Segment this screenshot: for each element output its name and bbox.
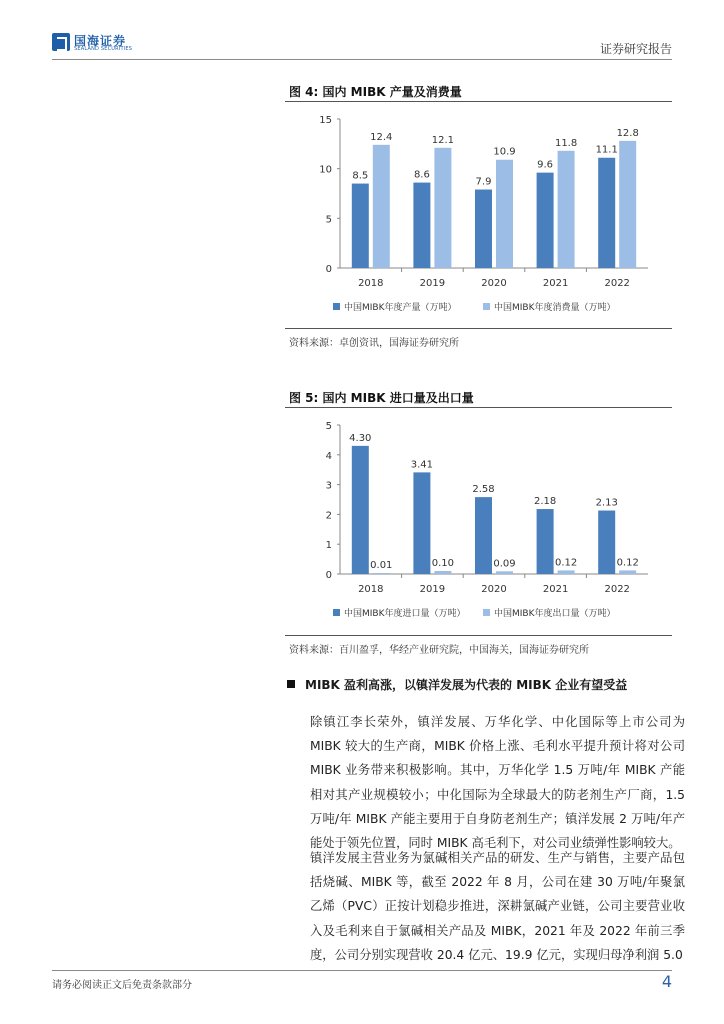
paragraph-2: 镇洋发展主营业务为氯碱相关产品的研发、生产与销售，主要产品包括烧碱、MIBK 等，截至 2022 年 8 月，公司在建 30 万吨/年聚氯乙烯（PVC）正按计划稳步推进，深耕氯碱产业链，公司主要营业收入及毛利来自于氯碱相关产品及 MIBK，2021 年及 2022 年前三季度，公司分别实现营收 20.4 亿元、19.9 亿元，实现归母净利润 5.0 xyxy=(310,851,685,962)
data-label: 0.10 xyxy=(431,558,455,570)
data-label: 12.1 xyxy=(431,134,455,146)
x-tick-label: 2020 xyxy=(481,278,507,289)
bar-series1 xyxy=(537,509,554,574)
x-tick-label: 2018 xyxy=(358,584,384,595)
x-tick-label: 2019 xyxy=(419,278,446,289)
figure5-source: 资料来源：百川盈孚，华经产业研究院，中国海关，国海证券研究所 xyxy=(289,645,589,656)
data-label: 11.1 xyxy=(595,144,618,156)
data-label: 0.12 xyxy=(554,557,578,569)
y-tick-label: 5 xyxy=(325,214,332,226)
bar-series1 xyxy=(413,472,430,574)
y-tick-label: 10 xyxy=(319,164,332,176)
header-divider xyxy=(52,59,672,60)
bar-series1 xyxy=(352,184,369,268)
figure4-chart xyxy=(285,104,672,326)
data-label: 7.9 xyxy=(475,176,492,188)
x-tick-label: 2021 xyxy=(542,584,569,595)
logo-cn-text: 国海证券 xyxy=(74,34,127,48)
data-label: 0.09 xyxy=(493,558,516,570)
legend-swatch xyxy=(483,303,490,310)
bar-series2 xyxy=(496,571,513,574)
data-label: 11.8 xyxy=(554,137,578,149)
legend-label: 中国MIBK年度进口量（万吨） xyxy=(344,609,466,619)
logo-en-text: SEALAND SECURITIES xyxy=(74,46,133,52)
data-label: 0.01 xyxy=(370,560,393,571)
page-number: 4 xyxy=(661,972,672,991)
legend-swatch xyxy=(333,303,340,310)
bar-series1 xyxy=(413,183,430,268)
y-tick-label: 3 xyxy=(325,480,332,492)
company-logo xyxy=(52,33,140,53)
data-label: 12.8 xyxy=(616,127,639,139)
logo-mark-icon xyxy=(52,33,70,51)
x-tick-label: 2019 xyxy=(419,584,446,595)
bar-series2 xyxy=(496,160,513,268)
bar-series1 xyxy=(352,446,369,574)
bar-series1 xyxy=(537,173,554,268)
legend-label: 中国MIBK年度产量（万吨） xyxy=(344,303,457,313)
y-tick-label: 0 xyxy=(325,570,332,581)
bar-series1 xyxy=(598,511,615,574)
bar-series1 xyxy=(475,190,492,268)
bar-series1 xyxy=(598,158,615,268)
data-label: 9.6 xyxy=(537,159,554,171)
section-heading-text: MIBK 盈利高涨，以镇洋发展为代表的 MIBK 企业有望受益 xyxy=(305,678,628,692)
bullet-square-icon xyxy=(287,680,295,688)
bar-series2 xyxy=(373,145,390,268)
figure5-bottom-rule xyxy=(285,635,672,636)
bar-series2 xyxy=(558,151,575,268)
data-label: 2.58 xyxy=(472,484,495,496)
legend-label: 中国MIBK年度出口量（万吨） xyxy=(494,609,616,619)
data-label: 10.9 xyxy=(493,146,516,158)
y-tick-label: 5 xyxy=(325,421,332,432)
y-tick-label: 0 xyxy=(325,264,332,275)
figure4-top-rule xyxy=(285,101,672,102)
bar-series2 xyxy=(619,570,636,574)
figure5-title: 图 5: 国内 MIBK 进口量及出口量 xyxy=(289,391,474,405)
data-label: 12.4 xyxy=(370,131,393,143)
figure5-chart xyxy=(285,410,672,632)
figure4-source: 资料来源：卓创资讯，国海证券研究所 xyxy=(289,338,459,349)
y-tick-label: 15 xyxy=(319,115,332,126)
legend-label: 中国MIBK年度消费量（万吨） xyxy=(494,303,616,313)
bar-series2 xyxy=(373,573,390,574)
y-tick-label: 2 xyxy=(325,510,332,522)
x-tick-label: 2022 xyxy=(604,278,630,289)
data-label: 3.41 xyxy=(410,459,434,471)
bar-series2 xyxy=(619,141,636,268)
data-label: 2.13 xyxy=(595,497,618,509)
footer-divider xyxy=(52,970,672,971)
x-tick-label: 2020 xyxy=(481,584,507,595)
data-label: 4.30 xyxy=(349,432,372,444)
legend-swatch xyxy=(483,609,490,616)
y-tick-label: 1 xyxy=(325,540,332,552)
y-tick-label: 4 xyxy=(325,450,332,462)
bar-series1 xyxy=(475,497,492,574)
footer-disclaimer: 请务必阅读正文后免责条款部分 xyxy=(52,980,192,991)
x-tick-label: 2018 xyxy=(358,278,384,289)
data-label: 8.5 xyxy=(352,170,369,182)
figure4-bottom-rule xyxy=(285,328,672,329)
report-type: 证券研究报告 xyxy=(599,42,672,56)
x-tick-label: 2021 xyxy=(542,278,569,289)
x-tick-label: 2022 xyxy=(604,584,630,595)
legend-swatch xyxy=(333,609,340,616)
data-label: 2.18 xyxy=(533,496,557,508)
bar-series2 xyxy=(434,571,451,574)
paragraph-1: 除镇江李长荣外，镇洋发展、万华化学、中化国际等上市公司为 MIBK 较大的生产商，MIBK 价格上涨、毛利水平提升预计将对公司 MIBK 业务带来积极影响。其中，万华化学 1.5 万吨/年 MIBK 产能相对其产业规模较小；中化国际为全球最大的防老剂生产厂商，1.5 万吨/年 MIBK 产能主要用于自身防老剂生产；镇洋发展 2 万吨/年产能处于领先位置，同时 MIBK 高毛利下，对公司业绩弹性影响较大。 xyxy=(310,715,685,851)
bar-series2 xyxy=(558,570,575,574)
data-label: 8.6 xyxy=(413,169,430,181)
section-heading xyxy=(287,676,627,693)
data-label: 0.12 xyxy=(616,557,639,569)
figure4-title: 图 4: 国内 MIBK 产量及消费量 xyxy=(289,85,462,99)
bar-series2 xyxy=(434,148,451,268)
figure5-top-rule xyxy=(285,407,672,408)
